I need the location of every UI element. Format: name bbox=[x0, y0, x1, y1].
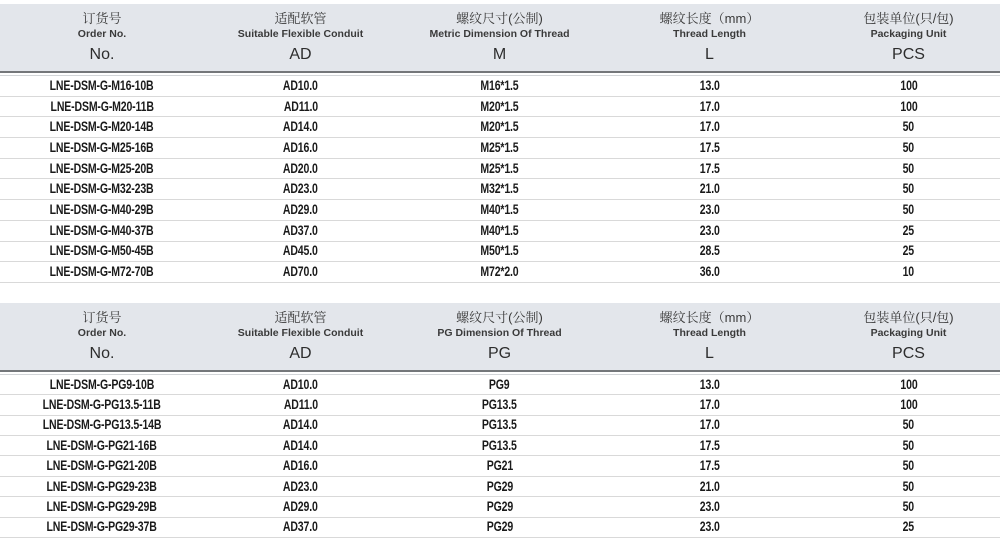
table-cell-thread-length bbox=[602, 98, 817, 116]
cell-text: 25 bbox=[902, 243, 915, 259]
cell-text: LNE-DSM-G-M25-20B bbox=[50, 160, 154, 176]
column-header-en: PG Dimension Of Thread bbox=[437, 326, 562, 339]
table-cell-order-no bbox=[0, 160, 204, 178]
table-body bbox=[0, 374, 1000, 538]
table-cell-packaging bbox=[817, 77, 1000, 95]
table-row bbox=[0, 97, 1000, 118]
column-header bbox=[0, 309, 204, 364]
table-cell-packaging bbox=[817, 242, 1000, 260]
cell-text: AD14.0 bbox=[283, 437, 318, 453]
table-row bbox=[0, 200, 1000, 221]
cell-text: M25*1.5 bbox=[480, 139, 519, 155]
table-cell-packaging bbox=[817, 518, 1000, 536]
table-cell-thread-size bbox=[397, 416, 602, 434]
column-header-abbr: L bbox=[705, 46, 714, 63]
table-row bbox=[0, 518, 1000, 538]
cell-text: AD23.0 bbox=[283, 181, 318, 197]
column-header-en: Thread Length bbox=[673, 326, 746, 339]
table-cell-order-no bbox=[0, 457, 204, 475]
cell-text: LNE-DSM-G-PG29-37B bbox=[46, 519, 158, 535]
table-cell-conduit-ad bbox=[204, 201, 397, 219]
table-cell-conduit-ad bbox=[204, 98, 397, 116]
column-header-en: Order No. bbox=[77, 326, 127, 339]
column-header-cn: 螺纹长度（mm） bbox=[659, 309, 760, 325]
cell-text: 100 bbox=[899, 77, 918, 93]
table-row bbox=[0, 138, 1000, 159]
table-cell-packaging bbox=[817, 498, 1000, 516]
cell-text: LNE-DSM-G-M20-11B bbox=[50, 98, 154, 114]
table-cell-order-no bbox=[0, 180, 204, 198]
table-cell-thread-size bbox=[397, 478, 602, 496]
cell-text: LNE-DSM-G-PG13.5-14B bbox=[42, 417, 162, 433]
table-cell-packaging bbox=[817, 263, 1000, 281]
table-row bbox=[0, 497, 1000, 517]
cell-text: 17.0 bbox=[699, 417, 720, 433]
column-header bbox=[602, 309, 817, 364]
cell-text: M50*1.5 bbox=[480, 243, 519, 259]
table-cell-thread-length bbox=[602, 263, 817, 281]
table-cell-thread-size bbox=[397, 263, 602, 281]
table-cell-conduit-ad bbox=[204, 222, 397, 240]
cell-text: 10 bbox=[902, 264, 915, 280]
table-cell-conduit-ad bbox=[204, 242, 397, 260]
cell-text: M20*1.5 bbox=[480, 119, 519, 135]
cell-text: 13.0 bbox=[699, 376, 720, 392]
table-header-row bbox=[0, 303, 1000, 372]
column-header-en: Metric Dimension Of Thread bbox=[429, 28, 570, 40]
table-cell-packaging bbox=[817, 416, 1000, 434]
cell-text: 100 bbox=[899, 376, 918, 392]
cell-text: LNE-DSM-G-PG21-16B bbox=[46, 437, 158, 453]
cell-text: PG13.5 bbox=[482, 396, 517, 412]
cell-text: LNE-DSM-G-M50-45B bbox=[50, 243, 154, 259]
cell-text: M16*1.5 bbox=[480, 77, 519, 93]
column-header-cn: 螺纹尺寸(公制) bbox=[456, 309, 543, 325]
cell-text: M32*1.5 bbox=[480, 181, 519, 197]
table-row bbox=[0, 117, 1000, 138]
table-cell-order-no bbox=[0, 498, 204, 516]
cell-text: 21.0 bbox=[699, 181, 720, 197]
cell-text: AD29.0 bbox=[283, 498, 318, 514]
table-cell-thread-size bbox=[397, 201, 602, 219]
column-header-abbr: PG bbox=[487, 344, 512, 362]
cell-text: M40*1.5 bbox=[480, 201, 519, 217]
table-header-row bbox=[0, 4, 1000, 73]
table-row bbox=[0, 436, 1000, 456]
table-cell-packaging bbox=[817, 222, 1000, 240]
cell-text: 50 bbox=[902, 458, 915, 474]
column-header-en: Packaging Unit bbox=[870, 326, 947, 339]
column-header bbox=[397, 309, 602, 364]
table-cell-thread-size bbox=[397, 498, 602, 516]
cell-text: PG29 bbox=[486, 519, 513, 535]
cell-text: PG29 bbox=[486, 498, 513, 514]
table-cell-thread-length bbox=[602, 222, 817, 240]
table-cell-conduit-ad bbox=[204, 180, 397, 198]
table-cell-thread-length bbox=[602, 180, 817, 198]
cell-text: 50 bbox=[902, 181, 915, 197]
cell-text: AD14.0 bbox=[283, 119, 318, 135]
table-cell-thread-length bbox=[602, 437, 817, 455]
table-cell-thread-size bbox=[397, 518, 602, 536]
table-row bbox=[0, 416, 1000, 436]
table-cell-order-no bbox=[0, 478, 204, 496]
table-cell-packaging bbox=[817, 118, 1000, 136]
table-cell-thread-length bbox=[602, 77, 817, 95]
cell-text: 17.0 bbox=[699, 98, 720, 114]
table-cell-thread-size bbox=[397, 160, 602, 178]
cell-text: AD23.0 bbox=[283, 478, 318, 494]
column-header-cn: 包装单位(只/包) bbox=[863, 309, 954, 325]
column-header bbox=[397, 10, 602, 65]
column-header bbox=[0, 10, 204, 65]
table-cell-thread-size bbox=[397, 180, 602, 198]
cell-text: AD70.0 bbox=[283, 264, 318, 280]
cell-text: 50 bbox=[902, 139, 915, 155]
table-cell-thread-length bbox=[602, 457, 817, 475]
table-cell-thread-size bbox=[397, 396, 602, 414]
table-cell-thread-length bbox=[602, 478, 817, 496]
table-cell-conduit-ad bbox=[204, 118, 397, 136]
table-row bbox=[0, 179, 1000, 200]
table-cell-thread-size bbox=[397, 376, 602, 394]
column-header-abbr: AD bbox=[289, 344, 312, 362]
cell-text: M72*2.0 bbox=[480, 264, 519, 280]
cell-text: LNE-DSM-G-M16-10B bbox=[50, 77, 154, 93]
table-cell-thread-length bbox=[602, 118, 817, 136]
cell-text: PG13.5 bbox=[482, 437, 517, 453]
cell-text: LNE-DSM-G-PG29-23B bbox=[46, 478, 158, 494]
cell-text: M40*1.5 bbox=[480, 222, 519, 238]
cell-text: AD11.0 bbox=[283, 98, 318, 114]
table-cell-order-no bbox=[0, 201, 204, 219]
cell-text: 21.0 bbox=[699, 478, 720, 494]
column-header bbox=[204, 10, 397, 65]
cell-text: 100 bbox=[899, 396, 918, 412]
table-cell-thread-size bbox=[397, 437, 602, 455]
table-cell-thread-length bbox=[602, 376, 817, 394]
cell-text: PG9 bbox=[489, 376, 510, 392]
column-header-en: Packaging Unit bbox=[870, 28, 947, 40]
cell-text: 28.5 bbox=[699, 243, 720, 259]
table-cell-thread-length bbox=[602, 416, 817, 434]
cell-text: M25*1.5 bbox=[480, 160, 519, 176]
cell-text: AD10.0 bbox=[283, 77, 318, 93]
table-cell-thread-size bbox=[397, 139, 602, 157]
table-cell-conduit-ad bbox=[204, 263, 397, 281]
table-cell-packaging bbox=[817, 180, 1000, 198]
cell-text: LNE-DSM-G-PG21-20B bbox=[46, 458, 158, 474]
table-cell-thread-length bbox=[602, 242, 817, 260]
table-cell-thread-size bbox=[397, 242, 602, 260]
table-cell-thread-size bbox=[397, 457, 602, 475]
table-cell-thread-length bbox=[602, 201, 817, 219]
column-header bbox=[602, 10, 817, 65]
table-cell-thread-length bbox=[602, 396, 817, 414]
column-header-abbr: No. bbox=[89, 344, 115, 362]
table-cell-conduit-ad bbox=[204, 518, 397, 536]
cell-text: PG13.5 bbox=[482, 417, 517, 433]
table-cell-order-no bbox=[0, 139, 204, 157]
table-row bbox=[0, 76, 1000, 97]
cell-text: LNE-DSM-G-M25-16B bbox=[50, 139, 154, 155]
cell-text: AD11.0 bbox=[283, 396, 318, 412]
cell-text: 50 bbox=[902, 160, 915, 176]
column-header-abbr: No. bbox=[89, 46, 115, 63]
cell-text: 50 bbox=[902, 498, 915, 514]
table-cell-packaging bbox=[817, 139, 1000, 157]
cell-text: LNE-DSM-G-M72-70B bbox=[50, 264, 154, 280]
table-cell-thread-length bbox=[602, 160, 817, 178]
cell-text: 50 bbox=[902, 437, 915, 453]
metric-thread-table bbox=[0, 4, 1000, 283]
table-row bbox=[0, 159, 1000, 180]
cell-text: LNE-DSM-G-M20-14B bbox=[50, 119, 154, 135]
column-header bbox=[204, 309, 397, 364]
column-header-cn: 螺纹尺寸(公制) bbox=[456, 11, 543, 26]
cell-text: 50 bbox=[902, 119, 915, 135]
cell-text: PG29 bbox=[486, 478, 513, 494]
table-cell-conduit-ad bbox=[204, 160, 397, 178]
cell-text: 25 bbox=[902, 519, 915, 535]
table-cell-conduit-ad bbox=[204, 139, 397, 157]
column-header-cn: 适配软管 bbox=[274, 11, 327, 26]
column-header bbox=[817, 10, 1000, 65]
table-cell-order-no bbox=[0, 118, 204, 136]
table-cell-conduit-ad bbox=[204, 77, 397, 95]
cell-text: 100 bbox=[899, 98, 918, 114]
cell-text: 17.0 bbox=[699, 119, 720, 135]
table-row bbox=[0, 395, 1000, 415]
cell-text: LNE-DSM-G-M40-29B bbox=[50, 201, 154, 217]
table-cell-order-no bbox=[0, 98, 204, 116]
table-cell-conduit-ad bbox=[204, 376, 397, 394]
cell-text: PG21 bbox=[486, 458, 513, 474]
column-header-abbr: AD bbox=[289, 46, 312, 63]
table-cell-conduit-ad bbox=[204, 498, 397, 516]
cell-text: AD16.0 bbox=[283, 139, 318, 155]
cell-text: LNE-DSM-G-PG29-29B bbox=[46, 498, 158, 514]
cell-text: 36.0 bbox=[699, 264, 720, 280]
table-cell-order-no bbox=[0, 263, 204, 281]
cell-text: AD14.0 bbox=[283, 417, 318, 433]
cell-text: 17.0 bbox=[699, 396, 720, 412]
column-header-cn: 包装单位(只/包) bbox=[863, 11, 954, 26]
column-header-abbr: PCS bbox=[892, 46, 925, 63]
table-cell-packaging bbox=[817, 98, 1000, 116]
table-cell-order-no bbox=[0, 416, 204, 434]
cell-text: 13.0 bbox=[699, 77, 720, 93]
cell-text: 23.0 bbox=[699, 201, 720, 217]
cell-text: 17.5 bbox=[699, 437, 720, 453]
table-cell-packaging bbox=[817, 376, 1000, 394]
table-cell-packaging bbox=[817, 457, 1000, 475]
cell-text: AD37.0 bbox=[283, 222, 318, 238]
column-header-abbr: PCS bbox=[892, 344, 925, 362]
column-header-abbr: M bbox=[492, 46, 507, 63]
column-header-en: Suitable Flexible Conduit bbox=[237, 28, 364, 40]
column-header-cn: 适配软管 bbox=[274, 309, 327, 325]
table-body bbox=[0, 75, 1000, 283]
cell-text: AD16.0 bbox=[283, 458, 318, 474]
cell-text: AD29.0 bbox=[283, 201, 318, 217]
cell-text: 17.5 bbox=[699, 139, 720, 155]
cell-text: LNE-DSM-G-M40-37B bbox=[50, 222, 154, 238]
column-header-cn: 订货号 bbox=[82, 309, 122, 325]
table-row bbox=[0, 477, 1000, 497]
table-cell-order-no bbox=[0, 518, 204, 536]
table-cell-conduit-ad bbox=[204, 478, 397, 496]
table-cell-thread-length bbox=[602, 518, 817, 536]
table-cell-order-no bbox=[0, 437, 204, 455]
column-header-abbr: L bbox=[705, 344, 714, 362]
table-cell-order-no bbox=[0, 77, 204, 95]
cell-text: 25 bbox=[902, 222, 915, 238]
cell-text: M20*1.5 bbox=[480, 98, 519, 114]
table-cell-conduit-ad bbox=[204, 437, 397, 455]
column-header-en: Suitable Flexible Conduit bbox=[237, 326, 364, 339]
pg-thread-table bbox=[0, 303, 1000, 538]
table-cell-thread-length bbox=[602, 498, 817, 516]
cell-text: AD10.0 bbox=[283, 376, 318, 392]
column-header-en: Order No. bbox=[77, 28, 127, 40]
column-header bbox=[817, 309, 1000, 364]
table-cell-packaging bbox=[817, 160, 1000, 178]
cell-text: 50 bbox=[902, 417, 915, 433]
table-cell-thread-size bbox=[397, 98, 602, 116]
table-cell-order-no bbox=[0, 376, 204, 394]
column-header-cn: 订货号 bbox=[82, 11, 122, 26]
cell-text: 23.0 bbox=[699, 519, 720, 535]
cell-text: 17.5 bbox=[699, 160, 720, 176]
table-cell-packaging bbox=[817, 396, 1000, 414]
cell-text: AD37.0 bbox=[283, 519, 318, 535]
cell-text: LNE-DSM-G-M32-23B bbox=[50, 181, 154, 197]
cell-text: 23.0 bbox=[699, 222, 720, 238]
table-row bbox=[0, 221, 1000, 242]
cell-text: AD20.0 bbox=[283, 160, 318, 176]
table-cell-conduit-ad bbox=[204, 416, 397, 434]
column-header-en: Thread Length bbox=[673, 28, 746, 40]
cell-text: LNE-DSM-G-PG13.5-11B bbox=[42, 396, 161, 412]
table-cell-thread-size bbox=[397, 222, 602, 240]
column-header-cn: 螺纹长度（mm） bbox=[659, 11, 760, 26]
table-cell-order-no bbox=[0, 396, 204, 414]
table-row bbox=[0, 375, 1000, 395]
cell-text: 23.0 bbox=[699, 498, 720, 514]
cell-text: LNE-DSM-G-PG9-10B bbox=[49, 376, 155, 392]
table-row bbox=[0, 456, 1000, 476]
cell-text: 50 bbox=[902, 478, 915, 494]
cell-text: AD45.0 bbox=[283, 243, 318, 259]
table-cell-order-no bbox=[0, 222, 204, 240]
table-row bbox=[0, 262, 1000, 283]
table-cell-packaging bbox=[817, 201, 1000, 219]
table-row bbox=[0, 242, 1000, 263]
cell-text: 50 bbox=[902, 201, 915, 217]
table-cell-conduit-ad bbox=[204, 457, 397, 475]
cell-text: 17.5 bbox=[699, 458, 720, 474]
table-cell-conduit-ad bbox=[204, 396, 397, 414]
table-cell-thread-length bbox=[602, 139, 817, 157]
table-cell-thread-size bbox=[397, 118, 602, 136]
table-cell-thread-size bbox=[397, 77, 602, 95]
table-cell-packaging bbox=[817, 478, 1000, 496]
table-cell-packaging bbox=[817, 437, 1000, 455]
table-cell-order-no bbox=[0, 242, 204, 260]
